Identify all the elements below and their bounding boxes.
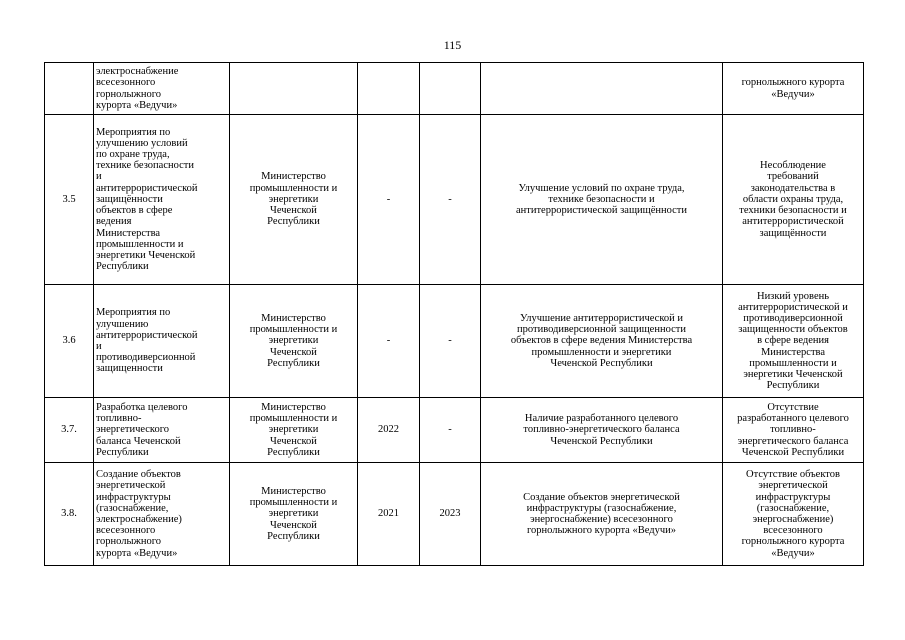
measure-name: Мероприятия по улучшению условий по охране труда, технике безопасности и антитеррористической защищённости объектов в сфере ведения Министерства промышленности и энергетики Чеченской Республики (94, 115, 230, 285)
start-year: - (358, 115, 420, 285)
row-number: 3.5 (45, 115, 94, 285)
start-year: - (358, 285, 420, 398)
risk-consequence: Отсутствие разработанного целевого топливно- энергетического баланса Чеченской Республики (723, 398, 864, 463)
start-year: 2021 (358, 463, 420, 566)
end-year (420, 63, 481, 115)
start-year (358, 63, 420, 115)
table-row (45, 463, 864, 566)
end-year: - (420, 285, 481, 398)
end-year: - (420, 398, 481, 463)
start-year: 2022 (358, 398, 420, 463)
expected-result: Улучшение условий по охране труда, технике безопасности и антитеррористической защищённости (481, 115, 723, 285)
risk-consequence: Отсутствие объектов энергетической инфраструктуры (газоснабжение, энергоснабжение) всесезонного горнолыжного курорта «Ведучи» (723, 463, 864, 566)
end-year: 2023 (420, 463, 481, 566)
measure-name: Создание объектов энергетической инфраструктуры (газоснабжение, электроснабжение) всесезонного горнолыжного курорта «Ведучи» (94, 463, 230, 566)
row-number (45, 63, 94, 115)
page-number: 115 (443, 38, 462, 52)
end-year: - (420, 115, 481, 285)
executor: Министерство промышленности и энергетики Чеченской Республики (230, 398, 358, 463)
expected-result: Наличие разработанного целевого топливно-энергетического баланса Чеченской Республики (481, 398, 723, 463)
measure-name: Мероприятия по улучшению антитеррористической и противодиверсионной защищенности (94, 285, 230, 398)
risk-consequence: Низкий уровень антитеррористической и противодиверсионной защищенности объектов в сфере ведения Министерства промышленности и энергетики Чеченской Республики (723, 285, 864, 398)
row-number: 3.7. (45, 398, 94, 463)
measures-table (44, 62, 864, 566)
executor: Министерство промышленности и энергетики Чеченской Республики (230, 115, 358, 285)
row-number: 3.6 (45, 285, 94, 398)
expected-result: Создание объектов энергетической инфраструктуры (газоснабжение, энергоснабжение) всесезонного горнолыжного курорта «Ведучи» (481, 463, 723, 566)
measure-name: электроснабжение всесезонного горнолыжного курорта «Ведучи» (94, 63, 230, 115)
measure-name: Разработка целевого топливно- энергетического баланса Чеченской Республики (94, 398, 230, 463)
risk-consequence: Несоблюдение требований законодательства в области охраны труда, техники безопасности и антитеррористической защищённости (723, 115, 864, 285)
table-row (45, 115, 864, 285)
table-row (45, 285, 864, 398)
row-number: 3.8. (45, 463, 94, 566)
executor: Министерство промышленности и энергетики Чеченской Республики (230, 463, 358, 566)
table-row (45, 63, 864, 115)
expected-result: Улучшение антитеррористической и противодиверсионной защищенности объектов в сфере ведения Министерства промышленности и энергетики Чеченской Республики (481, 285, 723, 398)
risk-consequence: горнолыжного курорта «Ведучи» (723, 63, 864, 115)
executor (230, 63, 358, 115)
expected-result (481, 63, 723, 115)
table-row (45, 398, 864, 463)
executor: Министерство промышленности и энергетики Чеченской Республики (230, 285, 358, 398)
